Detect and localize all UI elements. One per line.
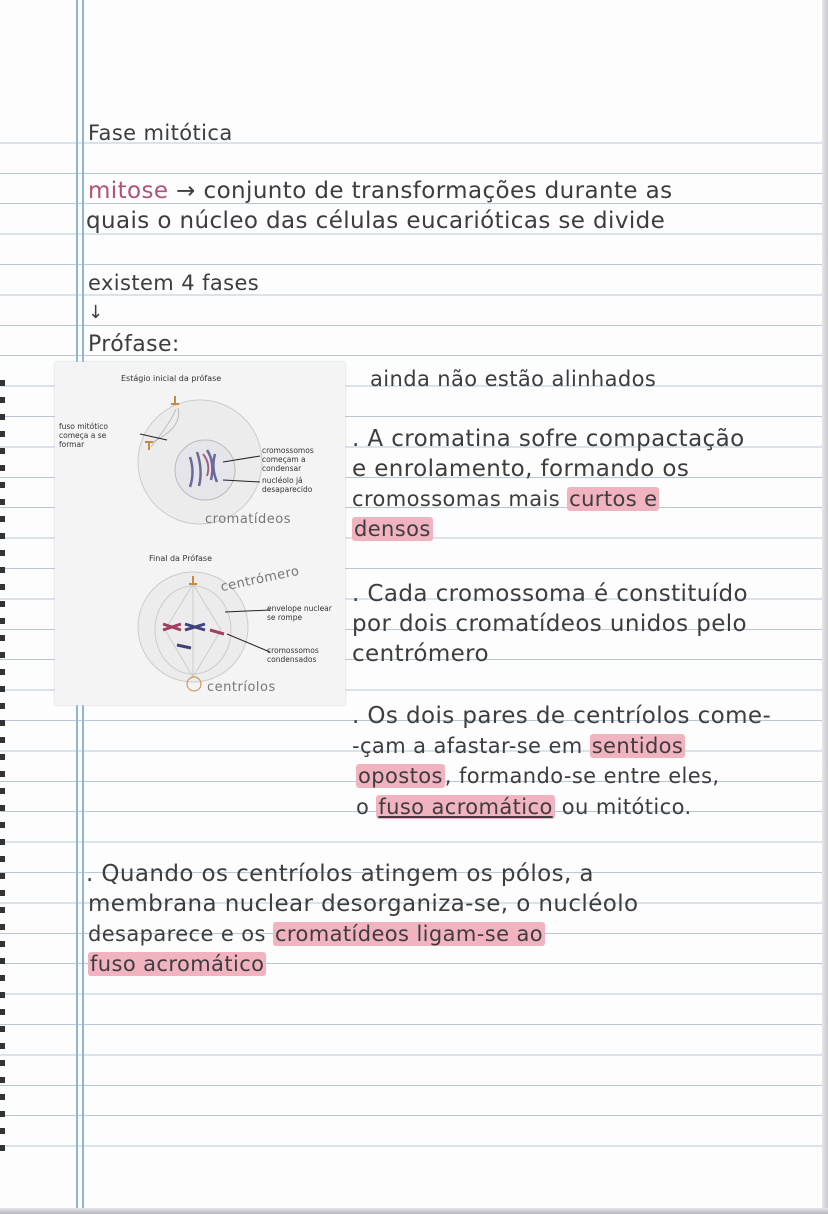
page-title: Fase mitótica xyxy=(88,121,233,145)
page-header-blank xyxy=(0,0,828,112)
figure-title-early: Estágio inicial da prófase xyxy=(121,374,222,383)
note-text: cromossomas mais xyxy=(352,487,561,511)
note-centriolos-2 xyxy=(352,733,685,759)
highlight: cromatídeos ligam-se ao xyxy=(274,922,543,946)
highlight: sentidos xyxy=(591,734,684,758)
label-fuso-mitotico: fuso mitótico começa a se formar xyxy=(59,422,108,449)
note-quando-2: membrana nuclear desorganiza-se, o nucléolo xyxy=(88,891,639,917)
note-centriolos-1: . Os dois pares de centríolos come- xyxy=(352,703,772,729)
prophase-diagram xyxy=(55,362,345,705)
note-cromatina-1: . A cromatina sofre compactação xyxy=(352,426,745,452)
centriole-icon xyxy=(171,396,179,404)
definition-text: conjunto de transformações durante as xyxy=(203,178,673,204)
note-cromossoma-3: centrómero xyxy=(352,641,489,667)
term-mitose: mitose xyxy=(88,178,169,204)
page-edge xyxy=(822,0,828,1214)
note-centriolos-3 xyxy=(356,763,720,789)
note-text: -çam a afastar-se em xyxy=(352,734,583,758)
note-text: desaparece e os xyxy=(88,922,266,946)
handwritten-centromero: centrómero xyxy=(219,563,301,596)
handwritten-centriolos: centríolos xyxy=(207,680,276,695)
note-quando-3 xyxy=(88,921,545,947)
note-not-aligned: ainda não estão alinhados xyxy=(370,367,657,391)
note-text: , formando-se entre eles, xyxy=(444,764,720,788)
label-envelope-nuclear: envelope nuclear se rompe xyxy=(267,604,332,622)
note-cromatina-4 xyxy=(352,516,433,542)
early-prophase-cell xyxy=(138,396,262,524)
arrow: → xyxy=(176,178,196,204)
note-centriolos-4 xyxy=(356,794,692,820)
highlight: fuso acromático xyxy=(90,952,265,976)
handwritten-cromatideos: cromatídeos xyxy=(205,512,291,527)
figure-title-late: Final da Prófase xyxy=(149,554,213,563)
page-edge xyxy=(0,1208,828,1214)
highlight: opostos xyxy=(358,764,443,788)
late-prophase-cell xyxy=(138,572,270,691)
note-cromossoma-1: . Cada cromossoma é constituído xyxy=(352,581,748,607)
phases-count: existem 4 fases xyxy=(88,271,260,295)
highlight: fuso acromático xyxy=(378,795,553,819)
note-cromatina-3 xyxy=(352,486,659,512)
spiral-binding xyxy=(0,380,5,1160)
down-arrow-icon: ↓ xyxy=(88,302,104,323)
note-quando-4 xyxy=(88,951,266,977)
highlight: densos xyxy=(354,517,431,541)
definition-line-2: quais o núcleo das células eucarióticas se divide xyxy=(86,208,666,234)
label-cromossomos-condensar: cromossomos começam a condensar xyxy=(262,446,314,473)
note-text: o xyxy=(356,795,370,819)
note-cromatina-2: e enrolamento, formando os xyxy=(352,456,690,482)
label-cromossomos-condensados: cromossomos condensados xyxy=(267,646,319,664)
highlight: curtos e xyxy=(569,487,658,511)
section-title-profase: Prófase: xyxy=(88,332,180,357)
note-quando-1: . Quando os centríolos atingem os pólos, a xyxy=(86,861,594,887)
definition-line-1 xyxy=(88,178,673,204)
label-nucleolo: nucléolo já desaparecido xyxy=(262,476,313,494)
note-cromossoma-2: por dois cromatídeos unidos pelo xyxy=(352,611,748,637)
note-text: ou mitótico. xyxy=(561,795,692,819)
